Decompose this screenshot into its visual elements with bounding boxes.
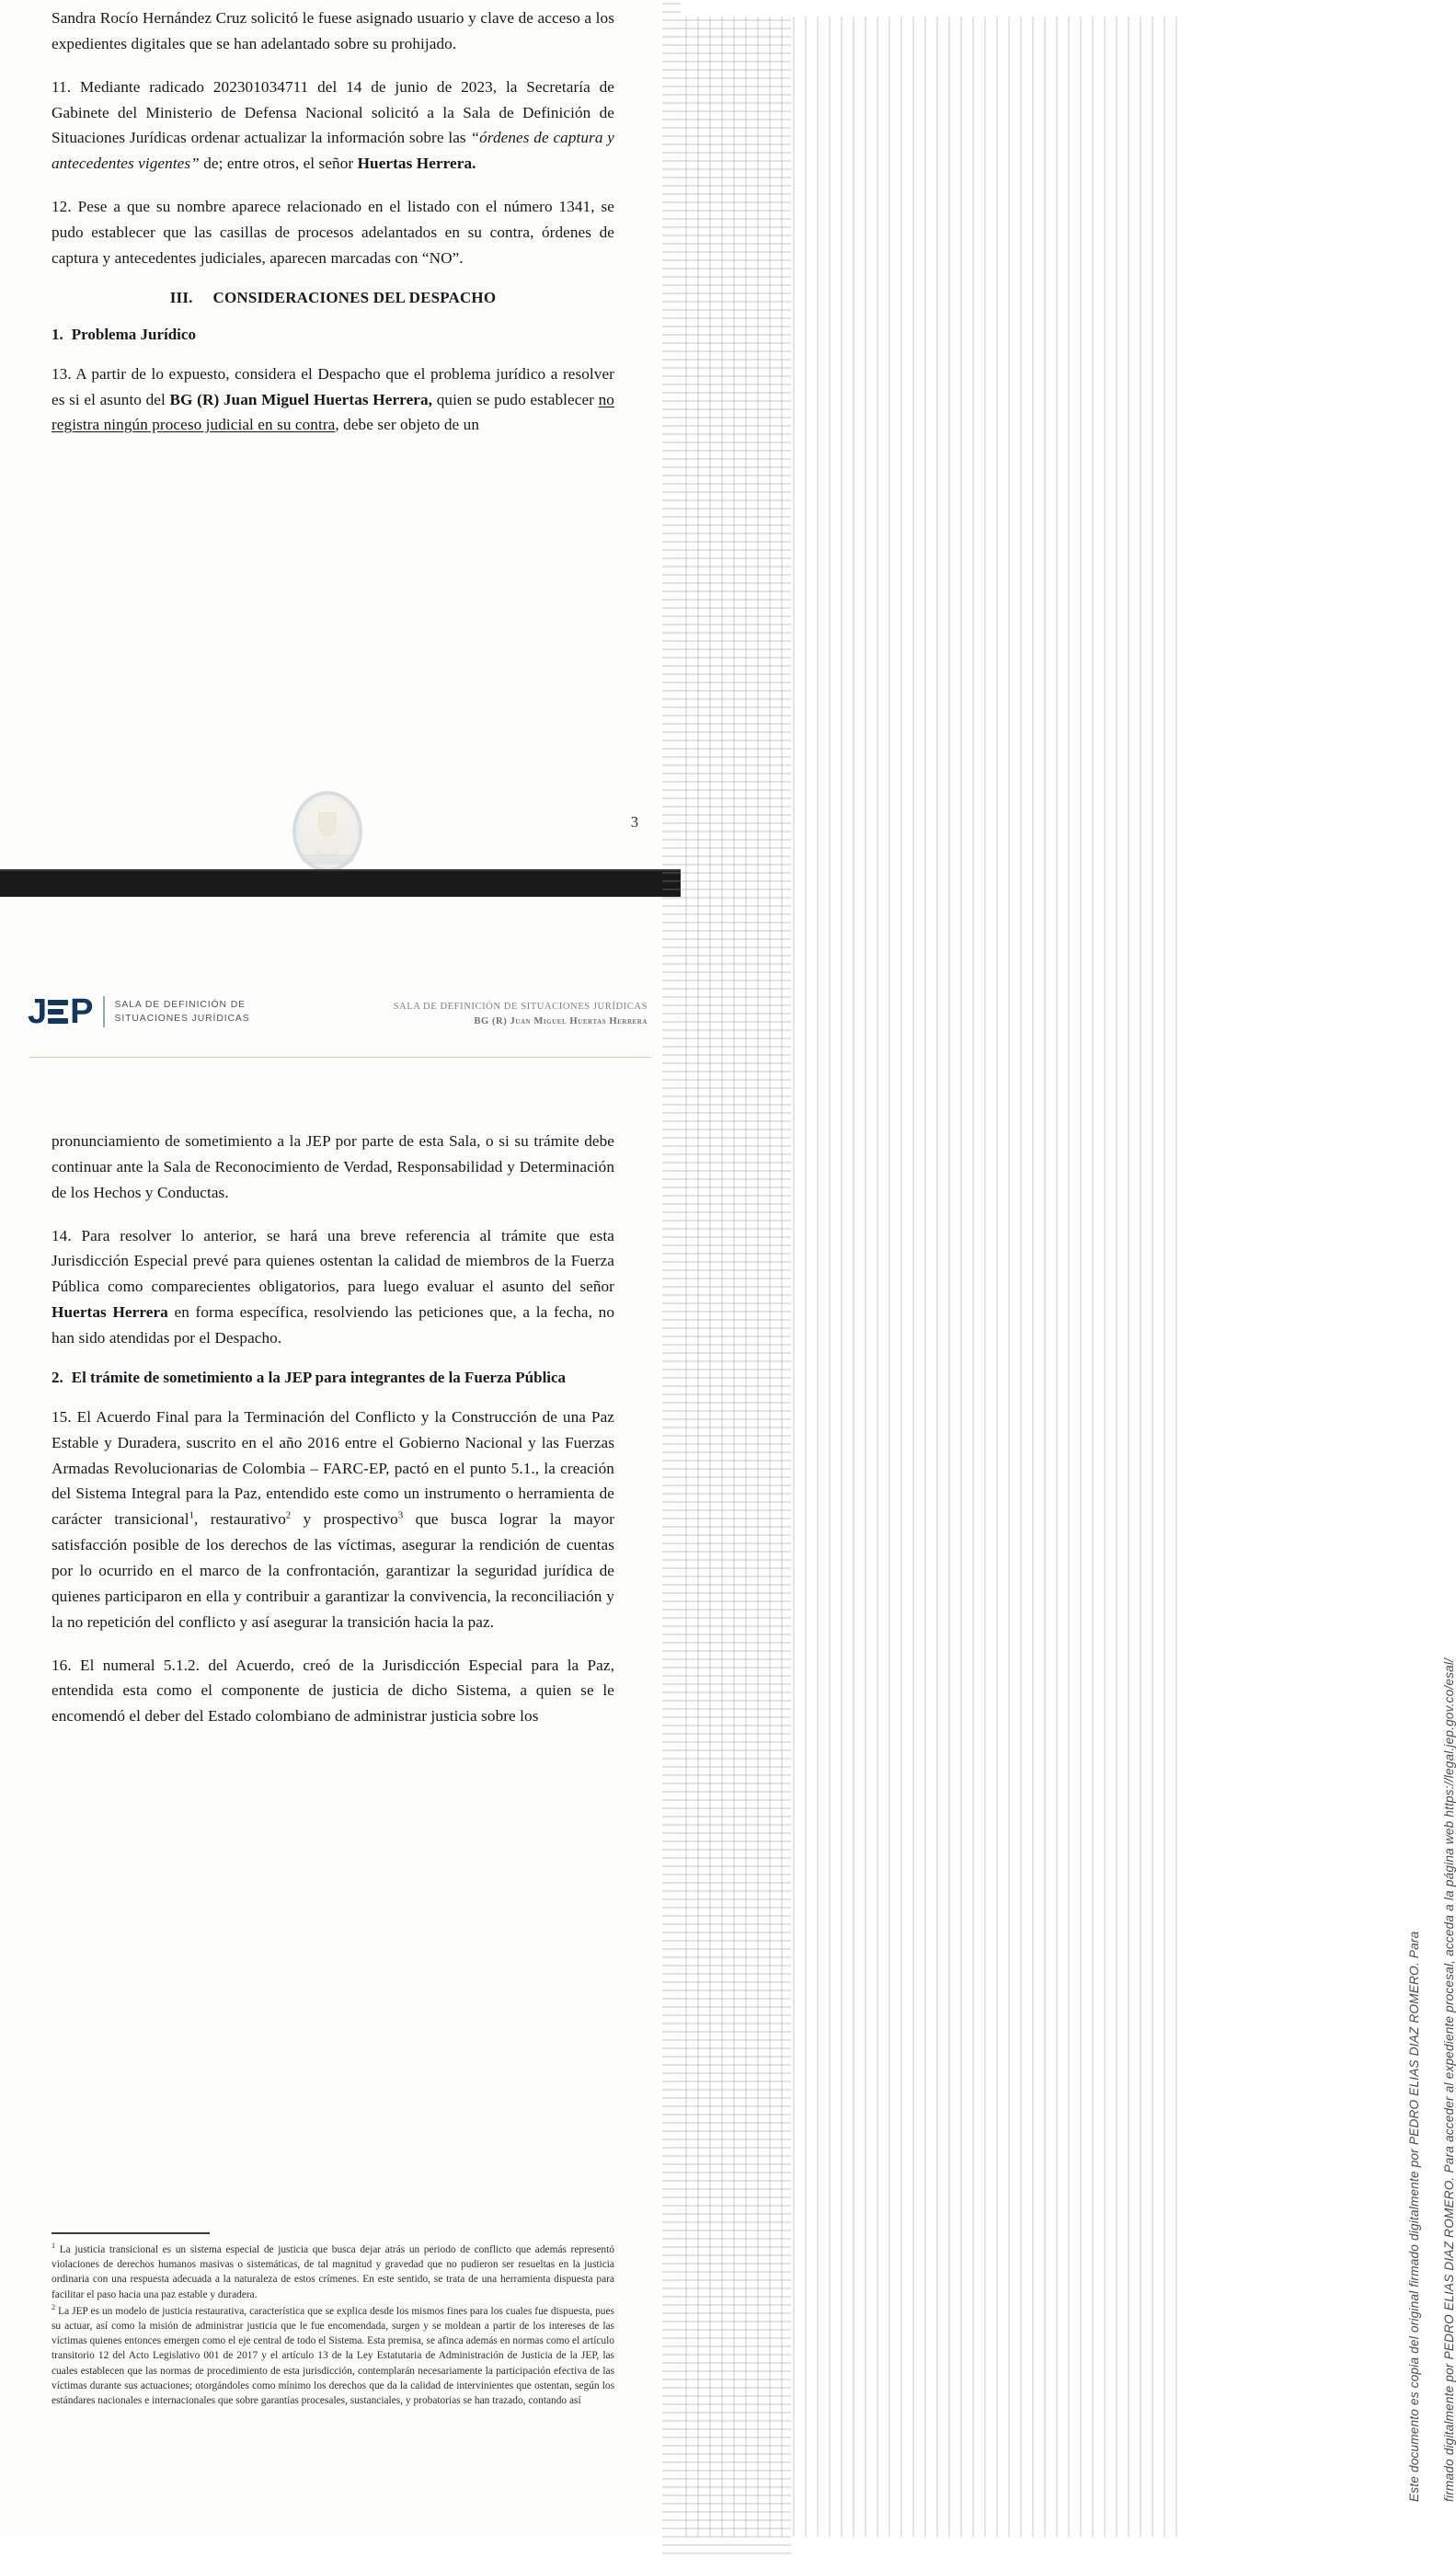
wave-pattern — [662, 0, 791, 2557]
heading-tramite-sometimiento — [52, 1369, 614, 1387]
letterhead-chamber: SALA DE DEFINICIÓN DE SITUACIONES JURÍDICAS — [393, 1002, 648, 1012]
text-run: 15. El Acuerdo Final para la Terminación del Conflicto y la Construcción de una Paz Estable y Duradera, suscrito en el año 2016 entre el Gobierno Nacional y las Fuerzas Armadas Revolucionarias de Colombia – FARC-EP, pactó en el punto 5.1., la creación del Sistema Integral para la Paz, entendido este como un instrumento o herramienta de carácter transicional — [52, 1407, 614, 1529]
document-page-2 — [0, 897, 681, 2537]
heading-numeral: 1. — [52, 325, 63, 343]
footnote-text: La JEP es un modelo de justicia restaurativa, característica que se explica desde los mismos fines para los cuales fue dispuesta, pues su actuar, así como la misión de administrar justicia que le fue encomendada, surgen y se moldean a partir de los intereses de las víctimas quienes entonces emergen como el eje central de todo el Sistema. Esta premisa, se afinca además en normas como el artículo transitorio 12 del Acto Legislativo 001 de 2017 y el artículo 13 de la Ley Estatutaria de Administración de Justicia de la JEP, las cuales establecen que las normas de procedimiento de esta jurisdicción, contemplarán necesariamente la participación efectiva de las víctimas durante sus actuaciones; otorgándoles como mínimo los derechos que da la calidad de intervinientes que ostentan, según los estándares nacionales e internacionales que sobre garantías procesales, sustanciales, y probatorias se han trazado, contando así — [52, 2305, 614, 2406]
paragraph-14 — [52, 1223, 614, 1351]
republica-de-colombia-seal-icon — [292, 791, 362, 872]
text-run: 12. Pese a que su nombre aparece relacionado en el listado con el número 1341, se pudo establecer que las casillas de procesos adelantados en su contra, órdenes de captura y antecedentes judiciales, aparecen marcadas con “NO”. — [52, 198, 614, 267]
letterhead-subject: BG (R) Juan Miguel Huertas Herrera — [474, 1016, 648, 1027]
text-run-bold: Huertas Herrera. — [357, 155, 476, 173]
text-run-underline: no registra ningún proceso judicial en su contra — [52, 390, 614, 434]
letterhead-case-reference — [394, 1000, 648, 1030]
heading-considerations — [52, 289, 614, 307]
logo-divider — [103, 996, 105, 1027]
text-run: pronunciamiento de sometimiento a la JEP por parte de esta Sala, o si su trámite debe continuar ante la Sala de Reconocimiento de Verdad, Responsabilidad y Determinación de los Hechos y Conductas. — [52, 1132, 614, 1201]
text-run: 16. El numeral 5.1.2. del Acuerdo, creó de la Jurisdicción Especial para la Paz, entendida esta como el componente de justicia de dicho Sistema, a quien se le encomendó el deber del Estado colombiano de administrar justicia sobre los — [52, 1656, 614, 1726]
text-run: , restaurativo — [194, 1510, 286, 1529]
text-run-bold: Huertas Herrera — [52, 1303, 168, 1322]
paragraph-carryover — [52, 6, 614, 57]
watermark-line-1: Este documento es copia del original firmado digitalmente por PEDRO ELIAS DIAZ ROMERO. Para — [1407, 1931, 1421, 2502]
paragraph-13 — [52, 361, 614, 439]
page-2-body-column — [52, 1129, 614, 1744]
paragraph-12 — [52, 194, 614, 271]
text-run: 14. Para resolver lo anterior, se hará una breve referencia al trámite que esta Jurisdicción Especial prevé para quienes ostentan la calidad de miembros de la Fuerza Pública como comparecientes obligatorios, para luego evaluar el asunto del señor — [52, 1226, 614, 1296]
footnote-2 — [52, 2304, 614, 2408]
heading-text: CONSIDERACIONES DEL DESPACHO — [212, 288, 497, 306]
logo-subtitle-line-1: SALA DE DEFINICIÓN DE — [114, 999, 246, 1010]
logo-subtitle — [115, 998, 250, 1026]
heading-numeral: 2. — [52, 1368, 63, 1386]
text-run: de; entre otros, el señor — [199, 155, 358, 173]
text-run: Sandra Rocío Hernández Cruz solicitó le fuese asignado usuario y clave de acceso a los expedientes digitales que se han adelantado sobre su prohijado. — [52, 9, 614, 52]
footnote-text: La justicia transicional es un sistema especial de justicia que busca dejar atrás un periodo de conflicto que además representó violaciones de derechos humanos masivas o sistemáticas, de tal magnitud y gravedad que no pudieron ser resueltas en la justicia ordinaria con una respuesta adecuada a la naturaleza de estos crímenes. En este sentido, se trata de una herramienta dispuesta para facilitar el paso hacia una paz estable y duradera. — [52, 2244, 614, 2300]
paragraph-carryover-2 — [52, 1129, 614, 1206]
page-1-body-column — [52, 6, 614, 455]
text-run: en forma específica, resolviendo las peticiones que, a la fecha, no han sido atendidas por el Despacho. — [52, 1303, 615, 1347]
paragraph-15 — [52, 1405, 614, 1635]
text-run: que busca lograr la mayor satisfacción posible de los derechos de las víctimas, asegurar la rendición de cuentas por lo ocurrido en el marco de la confrontación, garantizar la seguridad jurídica de quienes participaron en ella y contribuir a garantizar la convivencia, la reconciliación y la no repetición del conflicto y así asegurar la transición hacia la paz. — [52, 1510, 614, 1631]
jep-logo — [28, 994, 250, 1029]
footnote-ref-3[interactable]: 3 — [397, 1510, 404, 1521]
footnote-marker: 2 — [52, 2302, 56, 2311]
text-run: , debe ser objeto de un — [335, 416, 480, 434]
text-run: 11. Mediante radicado 202301034711 del 14 de junio de 2023, la Secretaría de Gabinete del Ministerio de Defensa Nacional solicitó a la Sala de Definición de Situaciones Jurídicas ordenar actualizar la información sobre las — [52, 77, 614, 147]
footnote-1 — [52, 2242, 614, 2302]
letterhead — [0, 987, 681, 1062]
footnote-ref-2[interactable]: 2 — [285, 1510, 292, 1521]
text-run: y prospectivo — [291, 1510, 398, 1529]
footnote-separator-rule — [52, 2232, 210, 2234]
footnote-ref-1[interactable]: 1 — [189, 1510, 195, 1521]
footnotes-block — [52, 2232, 614, 2410]
watermark-line-2: firmado digitalmente por PEDRO ELIAS DIAZ ROMERO. Para acceder al expediente procesal, acceda a la página web https://legal.jep.gov.co/esal/ — [1442, 1657, 1456, 2502]
text-run: quien se pudo establecer — [432, 390, 599, 408]
paragraph-16 — [52, 1653, 614, 1730]
page-number: 3 — [630, 813, 638, 831]
text-run-italic: “órdenes de captura y antecedentes vigentes” — [52, 129, 614, 173]
document-page-1 — [0, 0, 681, 869]
security-watermark-strip — [681, 0, 1456, 2537]
heading-numeral: III. — [169, 288, 193, 306]
watermark-top-mask — [681, 0, 1177, 17]
letterhead-rule — [29, 1057, 651, 1058]
text-run: 13. A partir de lo expuesto, considera el Despacho que el problema jurídico a resolver es si el asunto del — [52, 364, 614, 408]
jep-wordmark-icon: J P — [28, 992, 93, 1031]
paragraph-11 — [52, 75, 614, 177]
footnote-marker: 1 — [52, 2242, 56, 2251]
logo-subtitle-line-2: SITUACIONES JURÍDICAS — [114, 1014, 250, 1024]
text-run-bold: BG (R) Juan Miguel Huertas Herrera, — [169, 390, 433, 408]
heading-text: El trámite de sometimiento a la JEP para integrantes de la Fuerza Pública — [71, 1368, 567, 1386]
equals-bars-icon — [48, 1000, 68, 1024]
heading-problema-juridico — [52, 326, 614, 344]
heading-text: Problema Jurídico — [71, 325, 196, 343]
